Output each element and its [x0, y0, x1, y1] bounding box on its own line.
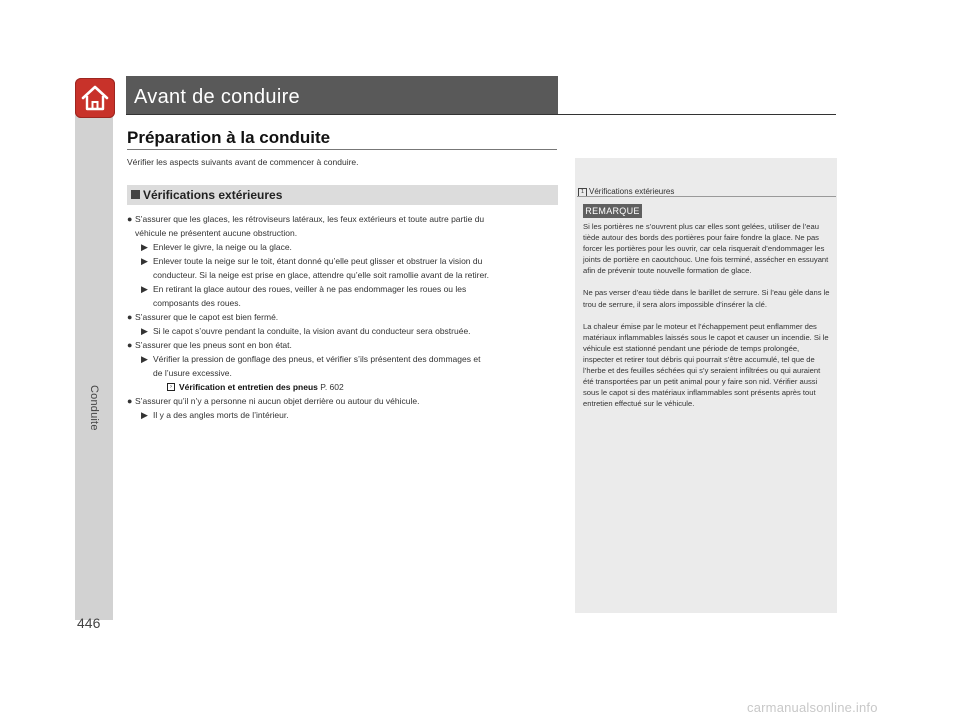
- home-button[interactable]: [75, 78, 115, 118]
- home-icon: [80, 84, 110, 112]
- remark-badge: REMARQUE: [583, 204, 642, 218]
- section-title: Préparation à la conduite: [127, 128, 331, 147]
- watermark-logo: carmanualsonline.info: [747, 700, 878, 715]
- note-divider: [577, 196, 836, 197]
- arrow-icon: ▶: [141, 242, 148, 252]
- arrow-item: ▶ Vérifier la pression de gonflage des pneus, et vérifier s’ils présentent des dommages et: [141, 354, 481, 364]
- square-bullet-icon: [131, 190, 140, 199]
- arrow-icon: ▶: [141, 326, 148, 336]
- bullet-icon: ●: [127, 340, 133, 350]
- note-paragraph: Ne pas verser d’eau tiède dans le barillet de serrure. Si l’eau gèle dans le trou de serrure, il sera alors impossible d’insérer la clé.: [583, 288, 830, 309]
- section-intro: Vérifier les aspects suivants avant de commencer à conduire.: [127, 157, 359, 167]
- page-number: 446: [77, 615, 101, 631]
- chapter-sidebar: [75, 84, 113, 620]
- section-divider: [127, 149, 557, 150]
- checklist: [127, 212, 559, 422]
- arrow-item: ▶ Il y a des angles morts de l’intérieur.: [141, 410, 289, 420]
- note-header: 1 Vérifications extérieures: [578, 187, 674, 197]
- bullet-item-continuation: véhicule ne présentent aucune obstruction.: [135, 228, 298, 238]
- arrow-item: ▶ En retirant la glace autour des roues, veiller à ne pas endommager les roues ou les: [141, 284, 467, 294]
- sidebar-chapter-label[interactable]: Conduite: [88, 385, 100, 431]
- bullet-icon: ●: [127, 312, 133, 322]
- arrow-icon: ▶: [141, 410, 148, 420]
- arrow-icon: ▶: [141, 256, 148, 266]
- arrow-item-continuation: composants des roues.: [153, 298, 241, 308]
- arrow-item-continuation: de l’usure excessive.: [153, 368, 232, 378]
- arrow-icon: ▶: [141, 354, 148, 364]
- note-paragraph: La chaleur émise par le moteur et l’échappement peut enflammer des matériaux inflammables laissés sous le capot et causer un incendie. Si le véhicule est stationné pendant une période de temps prolongée, inspecter et retirer tout débris qui pourrait s’être accumulé, tel que de l’herbe et des feuilles séchées qui s’y seraient infiltrées ou qui auraient été transportées par un petit animal pour y faire son nid. Vérifier aussi sous le capot si des matériaux inflammables sont présents après tout entretien effectué sur le véhicule.: [583, 321, 829, 409]
- subsection-title: Vérifications extérieures: [143, 188, 283, 202]
- bullet-item: ● S’assurer qu’il n’y a personne ni aucun objet derrière ou autour du véhicule.: [127, 396, 420, 406]
- arrow-item: ▶ Si le capot s’ouvre pendant la conduite, la vision avant du conducteur sera obstruée.: [141, 326, 471, 336]
- bullet-icon: ●: [127, 396, 133, 406]
- cross-reference-link[interactable]: › Vérification et entretien des pneus P. 602: [127, 380, 559, 394]
- arrow-item: ▶ Enlever toute la neige sur le toit, étant donné qu’elle peut glisser et obstruer la vision du: [141, 256, 483, 266]
- arrow-icon: ▶: [141, 284, 148, 294]
- bullet-item: ● S’assurer que les glaces, les rétroviseurs latéraux, les feux extérieurs et toute autre partie du: [127, 214, 485, 224]
- arrow-item: ▶ Enlever le givre, la neige ou la glace.: [141, 242, 292, 252]
- arrow-item-continuation: conducteur. Si la neige est prise en glace, attendre qu’elle soit ramollie avant de la retirer.: [153, 270, 489, 280]
- bullet-item: ● S’assurer que les pneus sont en bon état.: [127, 340, 292, 350]
- chapter-title: Avant de conduire: [134, 86, 300, 108]
- note-paragraph: Si les portières ne s’ouvrent plus car elles sont gelées, utiliser de l’eau tiède autour des bords des portières pour faire fondre la glace. Ne pas forcer les portières pour les ouvrir, car cela risquerait d’endommager les joints de portière en caoutchouc. Une fois terminé, assécher en essuyant afin de prévenir toute nouvelle formation de glace.: [583, 222, 829, 276]
- header-divider: [126, 114, 836, 115]
- bullet-icon: ●: [127, 214, 133, 224]
- bullet-item: ● S’assurer que le capot est bien fermé.: [127, 312, 279, 322]
- note-text: [583, 221, 831, 420]
- xref-arrow-icon: ›: [167, 383, 175, 391]
- note-marker-icon: 1: [578, 188, 587, 197]
